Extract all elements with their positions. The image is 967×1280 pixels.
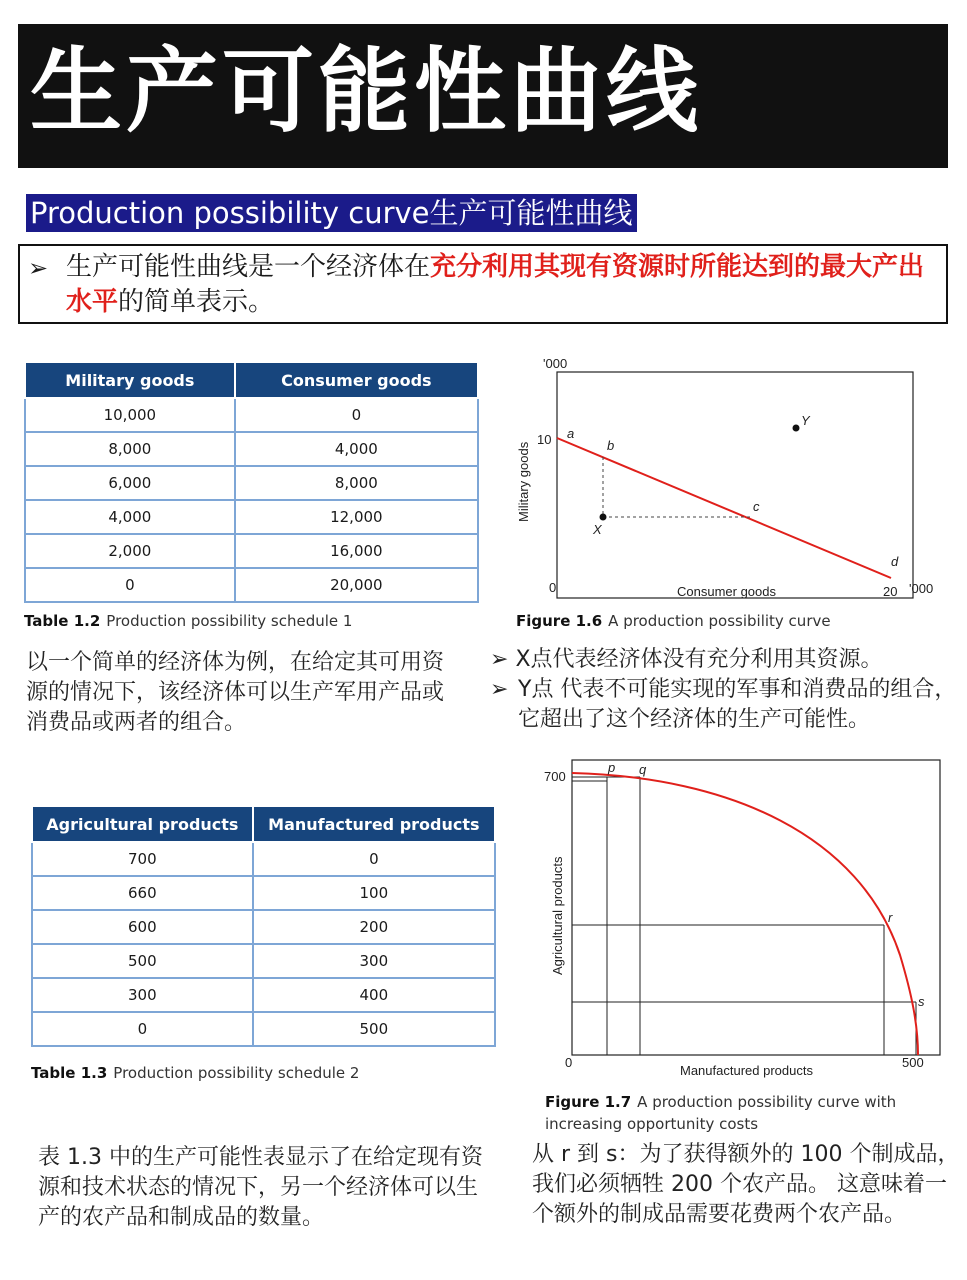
caption-text: Production possibility schedule 1 <box>106 612 353 630</box>
ppc-curve <box>572 773 918 1055</box>
table-row <box>32 978 495 1012</box>
explanation-text-2: 表 1.3 中的生产可能性表显示了在给定现有资源和技术状态的情况下，另一个经济体可以生产的农产品和制成品的数量。 <box>38 1145 483 1230</box>
table-cell: 100 <box>253 876 495 910</box>
point-label-d: d <box>891 554 899 569</box>
definition-part2: 的简单表示。 <box>118 287 275 317</box>
point-label-s: s <box>918 994 925 1009</box>
table-row <box>32 1012 495 1046</box>
table-row <box>25 500 478 534</box>
figure-caption <box>545 1091 950 1135</box>
table-cell: 300 <box>253 944 495 978</box>
caption-text: A production possibility curve with increasing opportunity costs <box>545 1093 897 1133</box>
table-header-cell: Consumer goods <box>235 362 478 398</box>
x-axis-label: Consumer goods <box>677 584 776 599</box>
table-row <box>25 534 478 568</box>
production-schedule-table-2 <box>31 805 496 1047</box>
point-label-r: r <box>888 910 893 925</box>
production-schedule-table-1 <box>24 361 479 603</box>
table-row <box>32 842 495 876</box>
bullet-text: Y点 代表不可能实现的军事和消费品的组合， 它超出了这个经济体的生产可能性。 <box>518 677 957 732</box>
x-unit-label: '000 <box>909 581 934 596</box>
x-tick-label: 500 <box>902 1055 924 1070</box>
x-tick-label: 20 <box>883 584 898 599</box>
point-y <box>793 425 800 432</box>
origin-label: 0 <box>549 580 557 595</box>
definition-part1: 生产可能性曲线是一个经济体在 <box>66 252 431 282</box>
caption-text: A production possibility curve <box>608 612 831 630</box>
point-label-b: b <box>607 438 615 453</box>
table-cell: 4,000 <box>235 432 478 466</box>
explanation-text-1: 以一个简单的经济体为例，在给定其可用资源的情况下，该经济体可以生产军用产品或消费品或两者的组合。 <box>26 650 445 735</box>
definition-text <box>66 250 946 320</box>
table-cell: 300 <box>32 978 253 1012</box>
point-label-q: q <box>639 762 647 777</box>
y-tick-label: 700 <box>544 769 566 784</box>
table-caption <box>31 1064 359 1082</box>
bullet-item <box>490 675 965 735</box>
y-unit-label: '000 <box>543 356 568 371</box>
table-header-cell: Manufactured products <box>253 806 495 842</box>
table-cell: 6,000 <box>25 466 235 500</box>
table-cell: 0 <box>25 568 235 602</box>
figure-1-7-chart <box>530 755 960 1085</box>
definition-highlight: 充分利用其现有资源时所能达到的最大产出水平 <box>66 252 925 317</box>
y-tick-label: 10 <box>537 432 552 447</box>
table-cell: 400 <box>253 978 495 1012</box>
origin-label: 0 <box>565 1055 573 1070</box>
table-cell: 700 <box>32 842 253 876</box>
page-title: 生产可能性曲线 <box>30 38 703 145</box>
table-cell: 2,000 <box>25 534 235 568</box>
table-row <box>32 944 495 978</box>
table-cell: 500 <box>253 1012 495 1046</box>
table-cell: 600 <box>32 910 253 944</box>
caption-text: Production possibility schedule 2 <box>113 1064 360 1082</box>
table-header-cell: Agricultural products <box>32 806 253 842</box>
section-subtitle: Production possibility curve生产可能性曲线 <box>26 194 637 232</box>
plot-frame <box>572 760 940 1055</box>
explanation-text-3: 从 r 到 s：为了获得额外的 100 个制成品，我们必须牺牲 200 个农产品。 这意味着一个额外的制成品需要花费两个农产品。 <box>532 1142 960 1227</box>
table-cell: 12,000 <box>235 500 478 534</box>
table-row <box>32 910 495 944</box>
ppc-line <box>557 438 891 578</box>
table-cell: 8,000 <box>235 466 478 500</box>
bullet-text: X点代表经济体没有充分利用其资源。 <box>515 647 883 672</box>
table-cell: 500 <box>32 944 253 978</box>
arrow-bullet-icon: ➢ <box>490 677 509 702</box>
table-cell: 8,000 <box>25 432 235 466</box>
caption-label: Figure 1.7 <box>545 1093 632 1111</box>
table-cell: 660 <box>32 876 253 910</box>
point-label-x: X <box>593 522 602 537</box>
caption-label: Figure 1.6 <box>516 612 603 630</box>
point-label-y: Y <box>801 413 810 428</box>
table-row <box>32 876 495 910</box>
table-header-row <box>25 362 478 398</box>
point-label-a: a <box>567 426 575 441</box>
y-axis-label: Military goods <box>516 441 531 522</box>
table-caption <box>24 612 352 630</box>
table-row <box>25 466 478 500</box>
caption-label: Table 1.3 <box>31 1064 108 1082</box>
title-banner <box>18 24 948 168</box>
arrow-bullet-icon: ➢ <box>28 254 49 282</box>
table-row <box>25 398 478 432</box>
table-header-row <box>32 806 495 842</box>
point-label-c: c <box>753 499 760 514</box>
table-cell: 10,000 <box>25 398 235 432</box>
table-row <box>25 432 478 466</box>
figure-caption <box>516 612 831 630</box>
point-label-p: p <box>608 760 616 775</box>
y-axis-label: Agricultural products <box>550 856 565 975</box>
x-axis-label: Manufactured products <box>680 1063 813 1078</box>
table-header-cell: Military goods <box>25 362 235 398</box>
bullet-item: ➢ X点代表经济体没有充分利用其资源。 <box>490 647 883 672</box>
point-x <box>600 514 607 521</box>
figure-1-6-chart <box>505 350 960 610</box>
table-row <box>25 568 478 602</box>
caption-label: Table 1.2 <box>24 612 101 630</box>
table-cell: 20,000 <box>235 568 478 602</box>
table-cell: 0 <box>32 1012 253 1046</box>
table-cell: 0 <box>235 398 478 432</box>
table-cell: 200 <box>253 910 495 944</box>
definition-box <box>18 244 948 324</box>
table-cell: 16,000 <box>235 534 478 568</box>
table-cell: 4,000 <box>25 500 235 534</box>
table-cell: 0 <box>253 842 495 876</box>
